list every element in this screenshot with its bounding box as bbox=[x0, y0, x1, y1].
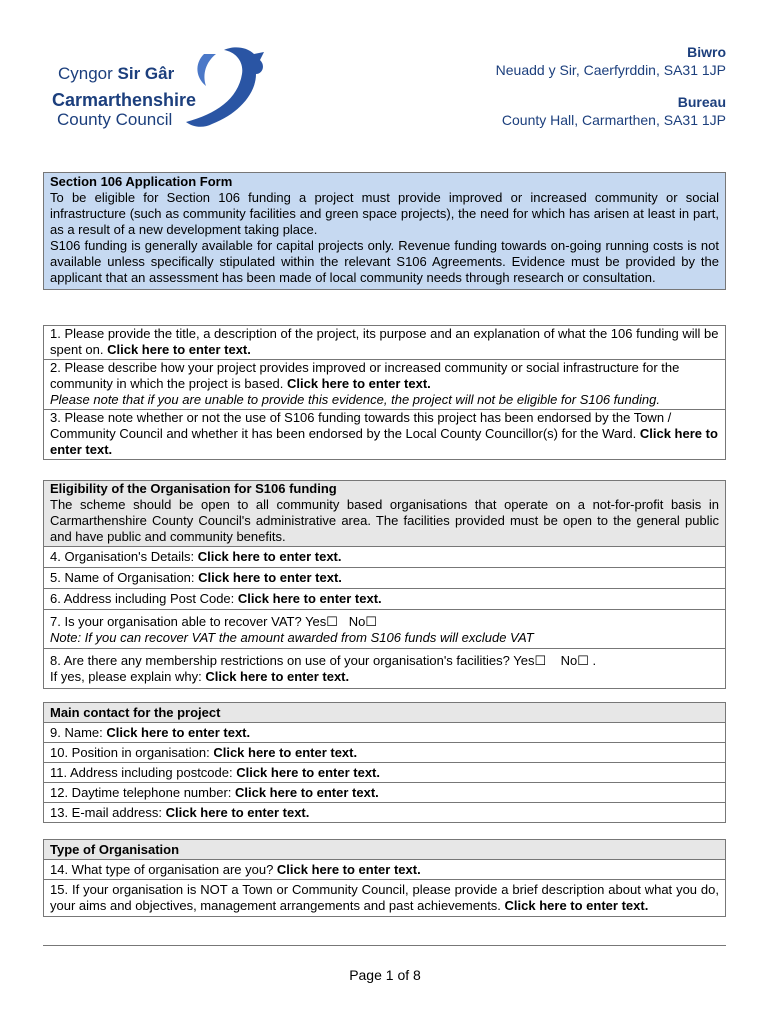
q5-input[interactable]: Click here to enter text. bbox=[198, 570, 342, 585]
q8-no-checkbox[interactable]: ☐ bbox=[577, 653, 589, 668]
q14-input[interactable]: Click here to enter text. bbox=[276, 862, 421, 877]
contact-title: Main contact for the project bbox=[50, 705, 221, 720]
orgtype-header bbox=[44, 840, 726, 860]
question-11: 11. Address including postcode: Click here to enter text. bbox=[44, 763, 726, 783]
question-5: 5. Name of Organisation: Click here to enter text. bbox=[44, 568, 726, 589]
eligibility-desc: The scheme should be open to all community based organisations that operate on a not-for-profit basis in Carmarthenshire County Council's administrative area. The facilities provided must be open to the general public and have public and community benefits. bbox=[50, 497, 719, 544]
question-1: 1. Please provide the title, a description of the project, its purpose and an explanation of what the 106 funding will be spent on. Click here to enter text. bbox=[44, 326, 726, 360]
q2-note: Please note that if you are unable to provide this evidence, the project will not be eligible for S106 funding. bbox=[50, 392, 660, 407]
intro-cell bbox=[44, 173, 726, 290]
welsh-address-block bbox=[496, 43, 726, 79]
q1-input[interactable]: Click here to enter text. bbox=[107, 342, 251, 357]
logo-english-subname: County Council bbox=[57, 110, 173, 129]
english-address: County Hall, Carmarthen, SA31 1JP bbox=[501, 112, 726, 128]
question-8: 8. Are there any membership restrictions on use of your organisation's facilities? Yes☐ No☐ . If yes, please explain why: Click here to enter text. bbox=[44, 649, 726, 689]
q13-input[interactable]: Click here to enter text. bbox=[165, 805, 310, 820]
question-3: 3. Please note whether or not the use of S106 funding towards this project has been endorsed by the Town / Community Council and whether it has been endorsed by the Local County Councillor(s) for the Ward. Click here to enter text. bbox=[44, 410, 726, 460]
question-4: 4. Organisation's Details: Click here to enter text. bbox=[44, 547, 726, 568]
q12-input[interactable]: Click here to enter text. bbox=[235, 785, 379, 800]
q10-input[interactable]: Click here to enter text. bbox=[213, 745, 358, 760]
question-6: 6. Address including Post Code: Click here to enter text. bbox=[44, 589, 726, 610]
q2-input[interactable]: Click here to enter text. bbox=[287, 376, 431, 391]
q4-input[interactable]: Click here to enter text. bbox=[197, 549, 342, 564]
q11-input[interactable]: Click here to enter text. bbox=[236, 765, 380, 780]
logo-english-name: Carmarthenshire bbox=[52, 90, 197, 110]
english-address-block bbox=[502, 93, 726, 129]
q3-input[interactable]: Click here to enter text. bbox=[50, 426, 718, 457]
english-label: Bureau bbox=[677, 94, 726, 110]
q6-input[interactable]: Click here to enter text. bbox=[237, 591, 382, 606]
contact-header bbox=[44, 703, 726, 723]
question-12: 12. Daytime telephone number: Click here to enter text. bbox=[44, 783, 726, 803]
question-7: 7. Is your organisation able to recover VAT? Yes☐ No☐ Note: If you can recover VAT the amount awarded from S106 funds will exclude VAT bbox=[44, 610, 726, 649]
intro-para-1: To be eligible for Section 106 funding a project must provide improved or increased community or social infrastructure (such as community facilities and green space projects), the need for which has arisen at least in part, as a result of a new development taking place. bbox=[50, 190, 719, 237]
question-10: 10. Position in organisation: Click here to enter text. bbox=[44, 743, 726, 763]
question-9: 9. Name: Click here to enter text. bbox=[44, 723, 726, 743]
orgtype-title: Type of Organisation bbox=[50, 842, 180, 857]
question-14: 14. What type of organisation are you? Click here to enter text. bbox=[44, 860, 726, 880]
eligibility-header bbox=[44, 481, 726, 547]
intro-title: Section 106 Application Form bbox=[50, 174, 233, 189]
dragon-logo-icon bbox=[176, 44, 268, 132]
q7-yes-checkbox[interactable]: ☐ bbox=[326, 614, 338, 629]
council-logo bbox=[48, 44, 268, 136]
contact-section bbox=[43, 702, 726, 823]
q15-input[interactable]: Click here to enter text. bbox=[504, 898, 649, 913]
project-section bbox=[43, 325, 726, 460]
q9-input[interactable]: Click here to enter text. bbox=[106, 725, 251, 740]
footer-divider bbox=[43, 945, 726, 946]
q8-yes-checkbox[interactable]: ☐ bbox=[534, 653, 547, 668]
welsh-label: Biwro bbox=[687, 44, 726, 60]
page-number: Page 1 of 8 bbox=[349, 967, 421, 983]
logo-welsh-name: Cyngor Sir Gâr bbox=[58, 64, 175, 83]
question-15: 15. If your organisation is NOT a Town or Community Council, please provide a brief description about what you do, your aims and objectives, management arrangements and past achievements. Click here to enter text. bbox=[44, 880, 726, 917]
intro-para-2: S106 funding is generally available for capital projects only. Revenue funding towards on-going running costs is not available unless specifically stipulated within the relevant S106 Agreements. Evidence must be provided by the applicant that an assessment has been made of local community needs through research or consultation. bbox=[50, 238, 719, 285]
intro-section bbox=[43, 172, 726, 290]
q7-note: Note: If you can recover VAT the amount awarded from S106 funds will exclude VAT bbox=[50, 630, 534, 645]
eligibility-section bbox=[43, 480, 726, 689]
question-13: 13. E-mail address: Click here to enter text. bbox=[44, 803, 726, 823]
q8-input[interactable]: Click here to enter text. bbox=[205, 669, 350, 684]
eligibility-title: Eligibility of the Organisation for S106 funding bbox=[50, 481, 337, 496]
question-2: 2. Please describe how your project provides improved or increased community or social infrastructure for the community in which the project is based. Click here to enter text. Please note that if you are unable to provide this evidence, the project will not be eligible for S106 funding. bbox=[44, 360, 726, 410]
orgtype-section bbox=[43, 839, 726, 917]
welsh-address: Neuadd y Sir, Caerfyrddin, SA31 1JP bbox=[495, 62, 726, 78]
q7-no-checkbox[interactable]: ☐ bbox=[365, 614, 378, 629]
